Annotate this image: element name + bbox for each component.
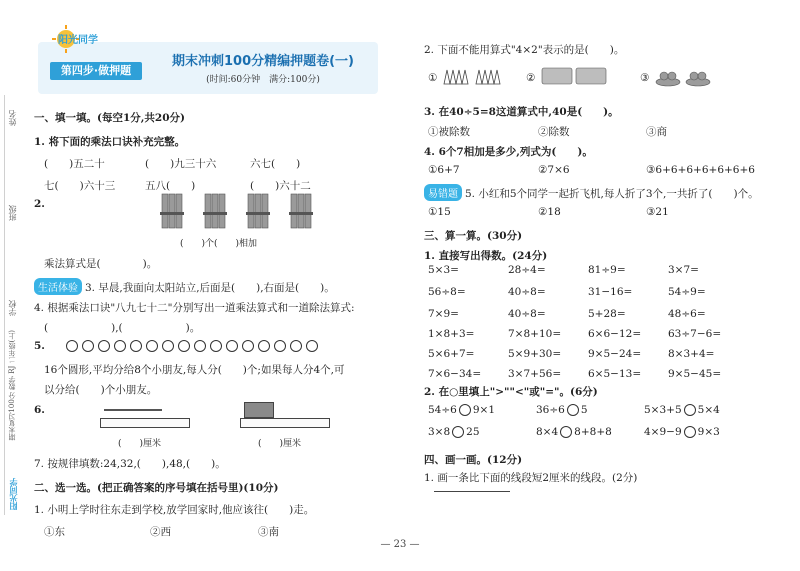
s3-question-1: 1. 直接写出得数。(24分) (424, 250, 548, 262)
calc-item: 5×6+7= (428, 348, 475, 360)
q1-item-1: ( )五二十 (44, 158, 105, 170)
answer-circle[interactable] (684, 426, 696, 438)
q4-answer: ( ),( )。 (44, 322, 201, 334)
calc-item: 9×5−45= (668, 368, 722, 380)
question-3-text: 3. 早晨,我面向太阳站立,后面是( ),右面是( )。 (85, 282, 335, 294)
ruler-1 (100, 418, 190, 428)
calc-item: 5+28= (588, 308, 626, 320)
compare-item (644, 404, 720, 416)
calc-item: 40÷8= (508, 308, 546, 320)
question-7: 7. 按规律填数:24,32,( ),48,( )。 (34, 458, 226, 470)
compare-item (536, 404, 588, 416)
calc-item: 6×5−13= (588, 368, 642, 380)
error-prone-badge: 易错题 (424, 184, 462, 201)
answer-circle[interactable] (567, 404, 579, 416)
fruit-plates-icon (654, 64, 714, 88)
r-q4-option-2: ②7×6 (538, 164, 570, 176)
r-q2-option-1: ① (428, 72, 438, 84)
book-info: 期末复习100分 数学 RJ 二年级(上) (8, 330, 16, 441)
calc-item: 54÷9= (668, 286, 706, 298)
r-q5-option-1: ①15 (428, 206, 451, 218)
r-q4-option-3: ③6+6+6+6+6+6+6 (646, 164, 755, 176)
question-5: 5. (34, 340, 45, 352)
calc-item: 31−16= (588, 286, 633, 298)
brand-logo-text: 阳光同学 (58, 35, 98, 46)
calc-item: 7×9= (428, 308, 459, 320)
r-q2-option-2: ② (526, 72, 536, 84)
step-tag: 第四步·做押题 (50, 62, 142, 80)
calc-item: 3×7+56= (508, 368, 562, 380)
compare-right: 5×4 (697, 404, 720, 416)
section-2-heading: 二、选一选。(把正确答案的序号填在括号里)(10分) (34, 482, 279, 494)
calc-item: 40÷8= (508, 286, 546, 298)
r-question-2: 2. 下面不能用算式"4×2"表示的是( )。 (424, 44, 625, 56)
calc-item: 8×3+4= (668, 348, 715, 360)
compare-left: 8×4 (536, 426, 559, 438)
calc-item: 3×7= (668, 264, 699, 276)
life-experience-badge: 生活体验 (34, 278, 82, 295)
section-4-heading: 四、画一画。(12分) (424, 454, 523, 466)
pencil-bundles-illustration (160, 192, 328, 234)
s2-q1-option-1: ①东 (44, 526, 65, 538)
compare-left: 54÷6 (428, 404, 457, 416)
calc-item: 28÷4= (508, 264, 546, 276)
r-q5-option-2: ②18 (538, 206, 561, 218)
s2-question-1: 1. 小明上学时往东走到学校,放学回家时,他应该往( )走。 (34, 504, 315, 516)
school-label: 学校 (8, 300, 17, 316)
s2-q1-option-3: ③南 (258, 526, 279, 538)
given-line-segment (434, 491, 510, 492)
q2-caption: ( )个( )相加 (180, 239, 258, 249)
calc-item: 5×3= (428, 264, 459, 276)
q1-item-6: ( )六十二 (250, 180, 311, 192)
name-label: 姓名 (8, 110, 17, 126)
r-q5-option-3: ③21 (646, 206, 669, 218)
r-question-3: 3. 在40÷5=8这道算式中,40是( )。 (424, 106, 619, 118)
r-q3-option-1: ①被除数 (428, 126, 470, 138)
s2-q1-option-2: ②西 (150, 526, 171, 538)
page-number: — 23 — (380, 539, 420, 550)
q5-circles (64, 340, 320, 352)
compare-left: 4×9−9 (644, 426, 682, 438)
compare-left: 36÷6 (536, 404, 565, 416)
question-4: 4. 根据乘法口诀"八九七十二"分别写出一道乘法算式和一道除法算式: (34, 302, 355, 314)
q1-item-4: 七( )六十三 (44, 180, 116, 192)
answer-circle[interactable] (452, 426, 464, 438)
calc-item: 81÷9= (588, 264, 626, 276)
r-q3-option-2: ②除数 (538, 126, 570, 138)
answer-circle[interactable] (684, 404, 696, 416)
answer-circle[interactable] (459, 404, 471, 416)
compare-right: 9×1 (472, 404, 496, 416)
compare-left: 5×3+5 (644, 404, 682, 416)
calc-item: 7×6−34= (428, 368, 482, 380)
r-question-5-text: 5. 小红和5个同学一起折飞机,每人折了3个,一共折了( )个。 (465, 188, 759, 200)
calc-item: 48÷6= (668, 308, 706, 320)
compare-item (428, 426, 480, 438)
s3-question-2: 2. 在○里填上">""<"或"="。(6分) (424, 386, 598, 398)
exam-title: 期末冲刺100分精编押题卷(一) (171, 54, 355, 69)
exam-subtitle: (时间:60分钟 满分:100分) (206, 75, 320, 85)
section-3-heading: 三、算一算。(30分) (424, 230, 523, 242)
q6-caption-1: ( )厘米 (118, 439, 162, 449)
compare-right: 9×3 (697, 426, 720, 438)
calc-item: 63÷7−6= (668, 328, 722, 340)
r-q3-option-3: ③商 (646, 126, 667, 138)
q5-line-1: 16个圆形,平均分给8个小朋友,每人分( )个;如果每人分4个,可 (44, 364, 345, 376)
compare-right: 25 (466, 426, 480, 438)
ruler-2 (240, 418, 330, 428)
section-1-heading: 一、填一填。(每空1分,共20分) (34, 112, 186, 124)
r-question-4: 4. 6个7相加是多少,列式为( )。 (424, 146, 593, 158)
eraser-object (244, 402, 274, 418)
q6-caption-2: ( )厘米 (258, 439, 302, 449)
r-q2-option-3: ③ (640, 72, 650, 84)
s4-question-1: 1. 画一条比下面的线段短2厘米的线段。(2分) (424, 472, 638, 484)
q1-item-5: 五八( ) (145, 180, 196, 192)
calc-item: 1×8+3= (428, 328, 475, 340)
q5-line-2: 以分给( )个小朋友。 (44, 384, 158, 396)
cake-boxes-icon (540, 64, 610, 88)
class-label: 班级 (8, 205, 17, 221)
question-2: 2. (34, 198, 45, 210)
segment-1 (104, 409, 162, 411)
compare-right: 8+8+8 (574, 426, 612, 438)
question-6: 6. (34, 404, 45, 416)
r-question-5 (424, 184, 759, 201)
compare-left: 3×8 (428, 426, 451, 438)
answer-circle[interactable] (560, 426, 572, 438)
q2-answer-line: 乘法算式是( )。 (44, 258, 158, 270)
compare-right: 5 (580, 404, 588, 416)
r-q4-option-1: ①6+7 (428, 164, 460, 176)
calc-item: 5×9+30= (508, 348, 562, 360)
triangle-groups-icon (442, 68, 502, 86)
calc-item: 56÷8= (428, 286, 466, 298)
side-logo: 阳光同学 (8, 478, 18, 510)
question-1: 1. 将下面的乘法口诀补充完整。 (34, 136, 186, 148)
question-3 (34, 278, 335, 295)
compare-item (644, 426, 720, 438)
q1-item-3: 六七( ) (250, 158, 301, 170)
q1-item-2: ( )九三十六 (145, 158, 217, 170)
compare-item (536, 426, 612, 438)
calc-item: 9×5−24= (588, 348, 642, 360)
calc-item: 7×8+10= (508, 328, 562, 340)
compare-item (428, 404, 495, 416)
calc-item: 6×6−12= (588, 328, 642, 340)
